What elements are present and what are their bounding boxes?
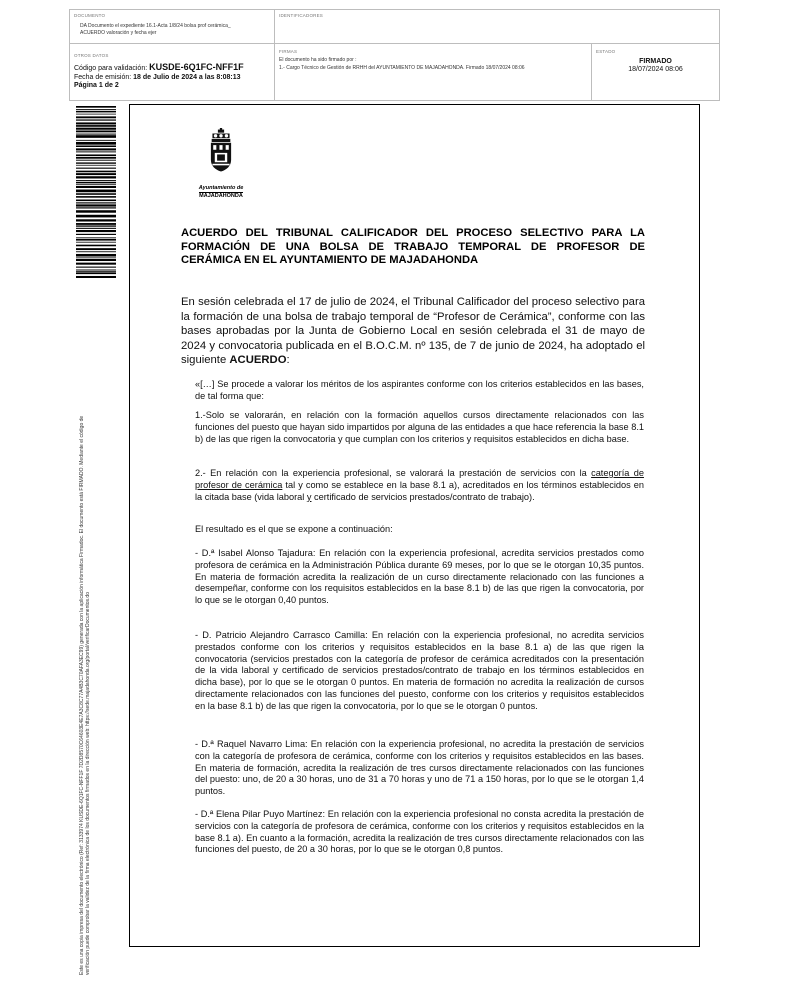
identificadores-label: IDENTIFICADORES <box>279 13 324 18</box>
logo-line2: MAJADAHONDA <box>199 193 243 199</box>
p3-y: y <box>306 491 312 502</box>
logo-line1: Ayuntamiento de <box>198 185 244 191</box>
documento-label: DOCUMENTO <box>74 13 106 18</box>
codigo-label: Código para validación: <box>74 65 148 72</box>
paragraph-2: 1.-Solo se valorarán, en relación con la formación aquellos cursos directamente relacionados con las funciones del puesto que hayan sido impartidos por alguna de las entidades a que hace referencia la base 8.1 b) de las que rigen la convocatoria y que cumplan con los criterios y requisitos establecidos en dicha base. <box>195 410 644 444</box>
otros-datos-label: OTROS DATOS <box>74 53 109 58</box>
intro-paragraph <box>181 295 645 368</box>
logo-text <box>186 185 256 200</box>
estado-value: FIRMADO <box>639 58 672 65</box>
estado-date: 18/07/2024 08:06 <box>628 66 683 73</box>
sidebar-line1: Este es una copia impresa del documento electrónico (Ref: 3133974 KUSDE-6Q1FC-NFF1F 7D2D8570C64603E4E7A3C8C77A4B3C70AFA3EC99) generada con la aplicación informática Firmadoc. El documento está FIRMADO. Mediante el código de <box>79 415 85 975</box>
codigo-validacion <box>74 63 244 74</box>
validation-sidebar-text <box>79 295 91 975</box>
firmas-label: FIRMAS <box>279 49 298 54</box>
intro-bold: ACUERDO <box>229 354 287 366</box>
document-title: ACUERDO DEL TRIBUNAL CALIFICADOR DEL PROCESO SELECTIVO PARA LA FORMACIÓN DE UNA BOLSA DE TRABAJO TEMPORAL DE PROFESOR DE CERÁMICA EN EL AYUNTAMIENTO DE MAJADAHONDA <box>181 227 645 266</box>
paragraph-4: El resultado es el que se expone a continuación: <box>195 524 393 534</box>
intro-text: En sesión celebrada el 17 de julio de 2024, el Tribunal Calificador del proceso selectivo para la formación de una bolsa de trabajo temporal de “Profesor de Cerámica”, conforme con las bases aprobadas por la Junta de Gobierno Local en sesión celebrada el 31 de mayo de 2024 y convocatoria publicada en el B.O.C.M. nº 135, de 7 de junio de 2024, ha adoptado el siguiente <box>181 296 645 366</box>
estado-label: ESTADO <box>596 49 616 54</box>
header-identificadores-box <box>274 9 720 44</box>
paragraph-8: - D.ª Elena Pilar Puyo Martínez: En relación con la experiencia profesional no consta acredita la prestación de servicios con la categoría de profesora de cerámica, conforme con los criterios y requisitos establecidos en la base 8.1 a). En cuanto a la formación, acredita la realización de tres cursos directamente relacionados con las funciones del puesto, de 20 a 30 horas, por lo que se le otorgan 0,8 puntos. <box>195 809 644 855</box>
header-firmas-box <box>274 43 592 101</box>
firmas-line2: 1.- Cargo Técnico de Gestión de RRHH del AYUNTAMIENTO DE MAJADAHONDA. Firmado 18/07/2024 08:06 <box>279 65 525 71</box>
firmas-line1: El documento ha sido firmado por : <box>279 57 357 63</box>
p3-b: tal y como se establece en la base 8.1 a), acreditados en los términos establecidos en la citada base (vida laboral <box>195 479 644 502</box>
header-documento-box <box>69 9 275 44</box>
paragraph-5: - D.ª Isabel Alonso Tajadura: En relación con la experiencia profesional, acredita servicios prestados como profesora de cerámica en la Administración Pública durante 69 meses, por lo que se le otorgan 10,35 puntos. En materia de formación acredita la realización de un curso directamente relacionado con las funciones a desempeñar, conforme con los requisitos establecidos en la base 8.1 b) de las que rigen la convocatoria, por lo que se le otorgan 0,40 puntos. <box>195 548 644 606</box>
paragraph-7: - D.ª Raquel Navarro Lima: En relación con la experiencia profesional, no acredita la prestación de servicios con la categoría de profesora de cerámica, conforme con los criterios y requisitos establecidos en las bases. En materia de formación, acredita la realización de tres cursos directamente relacionados con las funciones del puesto: uno, de 20 a 30 horas, uno de 31 a 70 horas y uno de 71 a 150 horas, por lo que se le otorgan 1,4 puntos. <box>195 739 644 797</box>
header-otros-datos-box <box>69 43 275 101</box>
header-estado-box <box>591 43 720 101</box>
fecha-label: Fecha de emisión: <box>74 74 132 81</box>
p3-a: 2.- En relación con la experiencia profesional, se valorará la prestación de servicios con la <box>195 468 587 478</box>
paragraph-6: - D. Patricio Alejandro Carrasco Camilla: En relación con la experiencia profesional, no acredita servicios prestados conforme con los criterios y requisitos establecidos en la base 8.1 a) de las que rigen la convocatoria (servicios prestados con la categoría de profesor de cerámica acreditados con la presentación de la vida laboral y certificado de servicios prestados/contrato de trabajo en los términos establecidos en dicha base), por lo que se le otorgan 0 puntos. En materia de formación no acredita la realización de cursos directamente relacionados con las funciones del puesto, conforme con los criterios y requisitos establecidos en la base 8.1 b) de las que rigen la convocatoria, por lo que se le otorgan 0 puntos. <box>195 630 644 711</box>
p3-c: certificado de servicios prestados/contrato de trabajo). <box>314 491 535 502</box>
majadahonda-crest-logo <box>189 128 253 184</box>
barcode <box>76 106 116 278</box>
p3-underline: categoría de profesor de cerámica <box>195 468 644 490</box>
fecha-value: 18 de Julio de 2024 a las 8:08:13 <box>133 74 241 81</box>
intro-end: : <box>286 354 290 366</box>
codigo-value: KUSDE-6Q1FC-NFF1F <box>149 62 244 72</box>
sidebar-line2: verificación puede comprobar la validez de la firma electrónica de los documentos firmados en la dirección web: https://sede.majadahonda.org/portal/verificarDocumentos.do <box>85 592 92 975</box>
documento-text: DA Documento el expediente 16.1-Acta 1/8/24 bolsa prof cerámica_ ACUERDO valoración y fecha ejer <box>80 23 231 36</box>
paragraph-3 <box>195 468 644 503</box>
paragraph-1: «[…] Se procede a valorar los méritos de los aspirantes conforme con los criterios establecidos en las bases, de tal forma que: <box>195 379 644 401</box>
pagina: Página 1 de 2 <box>74 82 119 89</box>
